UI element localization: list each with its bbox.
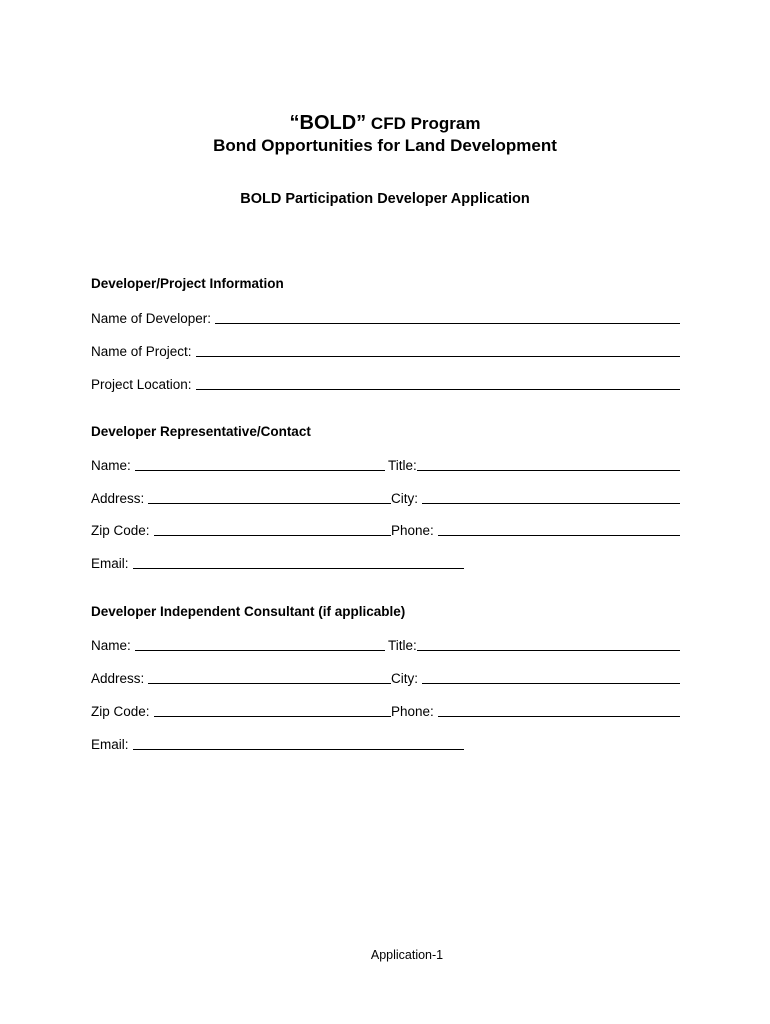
field-label: Project Location:: [91, 377, 192, 392]
fill-line[interactable]: [154, 715, 391, 717]
field-rep-address[interactable]: [91, 491, 391, 506]
rep-name-title-row: [91, 455, 680, 473]
fill-line[interactable]: [133, 748, 464, 750]
field-label: Email:: [91, 556, 129, 571]
field-label: Email:: [91, 737, 129, 752]
fill-line[interactable]: [417, 469, 680, 471]
field-label: Title:: [388, 638, 417, 653]
fill-line[interactable]: [154, 534, 391, 536]
section-heading-representative: Developer Representative/Contact: [91, 424, 311, 439]
field-rep-title[interactable]: [388, 458, 680, 473]
fill-line[interactable]: [438, 715, 680, 717]
page-footer: [22, 948, 770, 962]
field-cons-address[interactable]: [91, 671, 391, 686]
fill-line[interactable]: [148, 682, 391, 684]
fill-line[interactable]: [196, 355, 680, 357]
field-rep-zip[interactable]: [91, 523, 391, 538]
field-label: Phone:: [391, 704, 434, 719]
section-heading-developer: Developer/Project Information: [91, 276, 284, 291]
page-number-label: Application-1: [370, 948, 444, 962]
fill-line[interactable]: [422, 502, 680, 504]
section-heading-consultant: Developer Independent Consultant (if applicable): [91, 604, 406, 619]
field-label: City:: [391, 671, 418, 686]
field-rep-email[interactable]: [91, 553, 464, 571]
field-cons-email[interactable]: [91, 734, 464, 752]
fill-line[interactable]: [196, 388, 680, 390]
field-name-of-project[interactable]: [91, 341, 680, 359]
field-rep-phone[interactable]: [391, 523, 680, 538]
fill-line[interactable]: [438, 534, 680, 536]
title-program: CFD Program: [366, 114, 481, 133]
title-bold-quoted: “BOLD”: [289, 112, 367, 134]
rep-zip-phone-row: [91, 520, 680, 538]
cons-address-city-row: [91, 668, 680, 686]
document-title-line2: Bond Opportunities for Land Development: [213, 136, 557, 155]
field-label: Address:: [91, 671, 145, 686]
field-label: Name:: [91, 638, 131, 653]
field-label: Name of Developer:: [91, 311, 212, 326]
document-title: [0, 112, 770, 135]
rep-address-city-row: [91, 488, 680, 506]
field-rep-city[interactable]: [391, 491, 680, 506]
fill-line[interactable]: [133, 567, 464, 569]
field-label: City:: [391, 491, 418, 506]
field-label: Title:: [388, 458, 417, 473]
field-cons-title[interactable]: [388, 638, 680, 653]
cons-zip-phone-row: [91, 701, 680, 719]
field-label: Address:: [91, 491, 145, 506]
fill-line[interactable]: [215, 322, 680, 324]
field-cons-phone[interactable]: [391, 704, 680, 719]
field-cons-name[interactable]: [91, 638, 385, 653]
field-cons-zip[interactable]: [91, 704, 391, 719]
fill-line[interactable]: [417, 649, 680, 651]
field-label: Zip Code:: [91, 704, 150, 719]
field-label: Name:: [91, 458, 131, 473]
field-rep-name[interactable]: [91, 458, 385, 473]
field-name-of-developer[interactable]: [91, 308, 680, 326]
fill-line[interactable]: [135, 649, 385, 651]
cons-name-title-row: [91, 635, 680, 653]
field-cons-city[interactable]: [391, 671, 680, 686]
document-subtitle: BOLD Participation Developer Application: [240, 191, 530, 207]
fill-line[interactable]: [422, 682, 680, 684]
fill-line[interactable]: [135, 469, 385, 471]
field-label: Phone:: [391, 523, 434, 538]
field-label: Zip Code:: [91, 523, 150, 538]
field-label: Name of Project:: [91, 344, 192, 359]
field-project-location[interactable]: [91, 374, 680, 392]
fill-line[interactable]: [148, 502, 391, 504]
